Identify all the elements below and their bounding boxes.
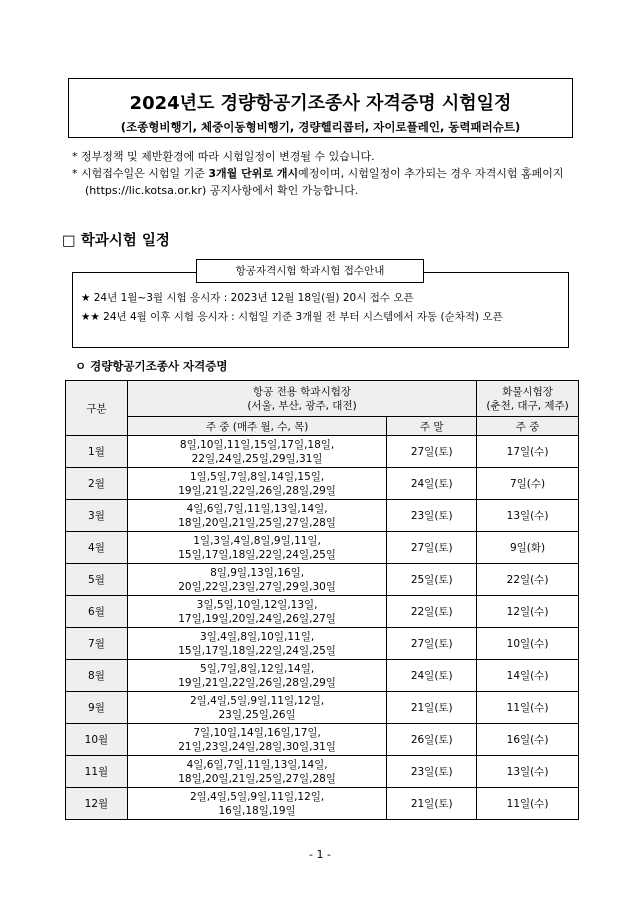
- header-weekday: 주 중 (매주 월, 수, 목): [127, 417, 386, 436]
- weekend-date-cell: [387, 468, 477, 500]
- cargo-date-cell: [477, 660, 579, 692]
- header-group-title: 항공 전용 학과시험장: [253, 385, 351, 398]
- weekend-date-cell: [387, 500, 477, 532]
- table-row: [66, 500, 579, 532]
- cargo-date-cell-text: 9일(화): [509, 541, 546, 554]
- note-item: [72, 165, 582, 199]
- cargo-date-cell: [477, 468, 579, 500]
- weekend-date-cell-text: 24일(토): [410, 669, 453, 682]
- cargo-date-cell-text: 7일(수): [509, 477, 546, 490]
- weekend-date-cell: [387, 596, 477, 628]
- month-cell-text: 6월: [88, 605, 105, 618]
- month-cell: [66, 724, 128, 756]
- cargo-date-cell: [477, 724, 579, 756]
- weekday-dates-cell: [127, 436, 386, 468]
- table-row: [66, 660, 579, 692]
- month-cell-text: 1월: [88, 445, 105, 458]
- cargo-date-cell: [477, 500, 579, 532]
- table-row: [66, 468, 579, 500]
- info-box-title-text: 항공자격시험 학과시험 접수안내: [236, 260, 385, 282]
- note-bullet: *: [72, 167, 78, 180]
- table-subheading: ㅇ 경량항공기조종사 자격증명: [75, 359, 228, 373]
- weekend-date-cell: [387, 628, 477, 660]
- schedule-body: [66, 436, 579, 820]
- month-cell-text: 7월: [88, 637, 105, 650]
- note-text-after: 예정이며, 시험일정이 추가되는 경우 자격시험 홈페이지(https://lic.kotsa.or.kr) 공지사항에서 확인 가능합니다.: [85, 167, 564, 197]
- table-row: [66, 564, 579, 596]
- weekend-date-cell-text: 22일(토): [410, 605, 453, 618]
- cargo-date-cell-text: 11일(수): [506, 701, 549, 714]
- month-cell: [66, 692, 128, 724]
- header-group-sub: (서울, 부산, 광주, 대전): [247, 399, 357, 412]
- cargo-date-cell: [477, 628, 579, 660]
- weekend-date-cell: [387, 788, 477, 820]
- month-cell-text: 3월: [88, 509, 105, 522]
- weekday-dates-cell: [127, 468, 386, 500]
- weekday-dates-cell: [127, 596, 386, 628]
- page-title: 2024년도 경량항공기조종사 자격증명 시험일정: [129, 93, 512, 114]
- title-box: [68, 78, 573, 138]
- month-cell: [66, 500, 128, 532]
- notes: [72, 148, 582, 199]
- weekday-dates-cell-text: 19일,21일,22일,26일,28일,29일: [178, 484, 336, 497]
- header-group-cargo-center: [477, 381, 579, 417]
- table-row: [66, 532, 579, 564]
- weekday-dates-cell-text: 16일,18일,19일: [218, 804, 296, 817]
- cargo-date-cell: [477, 692, 579, 724]
- weekend-date-cell: [387, 564, 477, 596]
- weekday-dates-cell-text: 15일,17일,18일,22일,24일,25일: [178, 548, 336, 561]
- schedule-table: [65, 380, 579, 820]
- month-cell-text: 9월: [88, 701, 105, 714]
- header-weekend: 주 말: [387, 417, 477, 436]
- info-box-title: [196, 259, 424, 283]
- weekday-dates-cell-text: 3일,4일,8일,10일,11일,: [200, 630, 315, 643]
- header-month: 구분: [66, 381, 128, 436]
- month-cell: [66, 436, 128, 468]
- weekend-date-cell-text: 21일(토): [410, 797, 453, 810]
- month-cell-text: 2월: [88, 477, 105, 490]
- header-cargo-weekday: 주 중: [477, 417, 579, 436]
- weekend-date-cell-text: 25일(토): [410, 573, 453, 586]
- weekday-dates-cell-text: 20일,22일,23일,27일,29일,30일: [178, 580, 336, 593]
- table-row: [66, 788, 579, 820]
- cargo-date-cell-text: 22일(수): [506, 573, 549, 586]
- weekend-date-cell: [387, 724, 477, 756]
- weekday-dates-cell: [127, 564, 386, 596]
- weekday-dates-cell-text: 23일,25일,26일: [218, 708, 296, 721]
- page-number: - 1 -: [309, 848, 331, 861]
- weekend-date-cell-text: 27일(토): [410, 445, 453, 458]
- weekday-dates-cell-text: 7일,10일,14일,16일,17일,: [193, 726, 321, 739]
- note-text: 정부정책 및 제반환경에 따라 시험일정이 변경될 수 있습니다.: [81, 150, 375, 163]
- month-cell-text: 10월: [84, 733, 109, 746]
- weekend-date-cell: [387, 756, 477, 788]
- cargo-date-cell-text: 11일(수): [506, 797, 549, 810]
- section-heading: □ 학과시험 일정: [62, 233, 170, 249]
- weekday-dates-cell-text: 3일,5일,10일,12일,13일,: [196, 598, 318, 611]
- cargo-date-cell-text: 13일(수): [506, 509, 549, 522]
- month-cell: [66, 628, 128, 660]
- weekend-date-cell-text: 27일(토): [410, 637, 453, 650]
- weekday-dates-cell-text: 8일,9일,13일,16일,: [210, 566, 305, 579]
- weekday-dates-cell: [127, 660, 386, 692]
- month-cell: [66, 532, 128, 564]
- weekday-dates-cell-text: 1일,5일,7일,8일,14일,15일,: [189, 470, 325, 483]
- table-row: [66, 628, 579, 660]
- weekday-dates-cell-text: 8일,10일,11일,15일,17일,18일,: [179, 438, 335, 451]
- weekday-dates-cell: [127, 788, 386, 820]
- weekday-dates-cell-text: 22일,24일,25일,29일,31일: [191, 452, 323, 465]
- cargo-date-cell-text: 14일(수): [506, 669, 549, 682]
- weekday-dates-cell-text: 18일,20일,21일,25일,27일,28일: [178, 772, 336, 785]
- note-text: 시험접수일은 시험일 기준: [81, 167, 209, 180]
- cargo-date-cell-text: 13일(수): [506, 765, 549, 778]
- cargo-date-cell: [477, 564, 579, 596]
- note-bold: 3개월 단위로 개시: [208, 167, 299, 180]
- month-cell: [66, 660, 128, 692]
- weekday-dates-cell-text: 1일,3일,4일,8일,9일,11일,: [193, 534, 321, 547]
- weekend-date-cell: [387, 436, 477, 468]
- cargo-date-cell: [477, 436, 579, 468]
- header-group-exam-center: [127, 381, 476, 417]
- weekend-date-cell-text: 24일(토): [410, 477, 453, 490]
- weekday-dates-cell-text: 5일,7일,8일,12일,14일,: [200, 662, 315, 675]
- weekday-dates-cell-text: 19일,21일,22일,26일,28일,29일: [178, 676, 336, 689]
- cargo-date-cell-text: 16일(수): [506, 733, 549, 746]
- weekend-date-cell-text: 23일(토): [410, 509, 453, 522]
- weekend-date-cell: [387, 532, 477, 564]
- month-cell: [66, 756, 128, 788]
- month-cell-text: 4월: [88, 541, 105, 554]
- weekday-dates-cell: [127, 724, 386, 756]
- weekday-dates-cell: [127, 692, 386, 724]
- weekday-dates-cell: [127, 500, 386, 532]
- note-bullet: *: [72, 150, 78, 163]
- header-group-title: 화물시험장: [502, 385, 553, 398]
- table-row: [66, 436, 579, 468]
- weekend-date-cell-text: 27일(토): [410, 541, 453, 554]
- page-subtitle: (조종형비행기, 체중이동형비행기, 경량헬리콥터, 자이로플레인, 동력패러슈트): [120, 120, 521, 134]
- table-row: [66, 692, 579, 724]
- cargo-date-cell: [477, 596, 579, 628]
- weekday-dates-cell: [127, 532, 386, 564]
- weekend-date-cell-text: 23일(토): [410, 765, 453, 778]
- cargo-date-cell-text: 10일(수): [506, 637, 549, 650]
- weekday-dates-cell: [127, 756, 386, 788]
- cargo-date-cell: [477, 788, 579, 820]
- month-cell-text: 12월: [84, 797, 109, 810]
- weekday-dates-cell-text: 21일,23일,24일,28일,30일,31일: [178, 740, 336, 753]
- table-row: [66, 724, 579, 756]
- month-cell-text: 5월: [88, 573, 105, 586]
- weekday-dates-cell: [127, 628, 386, 660]
- info-box: [72, 272, 569, 348]
- weekday-dates-cell-text: 17일,19일,20일,24일,26일,27일: [178, 612, 336, 625]
- header-group-sub: (춘천, 대구, 제주): [486, 399, 569, 412]
- weekday-dates-cell-text: 4일,6일,7일,11일,13일,14일,: [186, 758, 328, 771]
- weekend-date-cell: [387, 692, 477, 724]
- weekday-dates-cell-text: 2일,4일,5일,9일,11일,12일,: [189, 694, 325, 707]
- weekday-dates-cell-text: 2일,4일,5일,9일,11일,12일,: [189, 790, 325, 803]
- table-row: [66, 596, 579, 628]
- note-item: [72, 148, 582, 165]
- table-row: [66, 756, 579, 788]
- month-cell-text: 11월: [84, 765, 109, 778]
- weekday-dates-cell-text: 15일,17일,18일,22일,24일,25일: [178, 644, 336, 657]
- month-cell: [66, 596, 128, 628]
- weekend-date-cell-text: 21일(토): [410, 701, 453, 714]
- cargo-date-cell-text: 12일(수): [506, 605, 549, 618]
- month-cell: [66, 468, 128, 500]
- month-cell: [66, 788, 128, 820]
- month-cell: [66, 564, 128, 596]
- weekend-date-cell-text: 26일(토): [410, 733, 453, 746]
- month-cell-text: 8월: [88, 669, 105, 682]
- info-line: ★ 24년 1월~3월 시험 응시자 : 2023년 12월 18일(월) 20시 접수 오픈: [81, 292, 414, 304]
- cargo-date-cell: [477, 756, 579, 788]
- weekend-date-cell: [387, 660, 477, 692]
- cargo-date-cell-text: 17일(수): [506, 445, 549, 458]
- info-line: ★★ 24년 4월 이후 시험 응시자 : 시험일 기준 3개월 전 부터 시스템에서 자동 (순차적) 오픈: [81, 311, 503, 323]
- weekday-dates-cell-text: 18일,20일,21일,25일,27일,28일: [178, 516, 336, 529]
- weekday-dates-cell-text: 4일,6일,7일,11일,13일,14일,: [186, 502, 328, 515]
- cargo-date-cell: [477, 532, 579, 564]
